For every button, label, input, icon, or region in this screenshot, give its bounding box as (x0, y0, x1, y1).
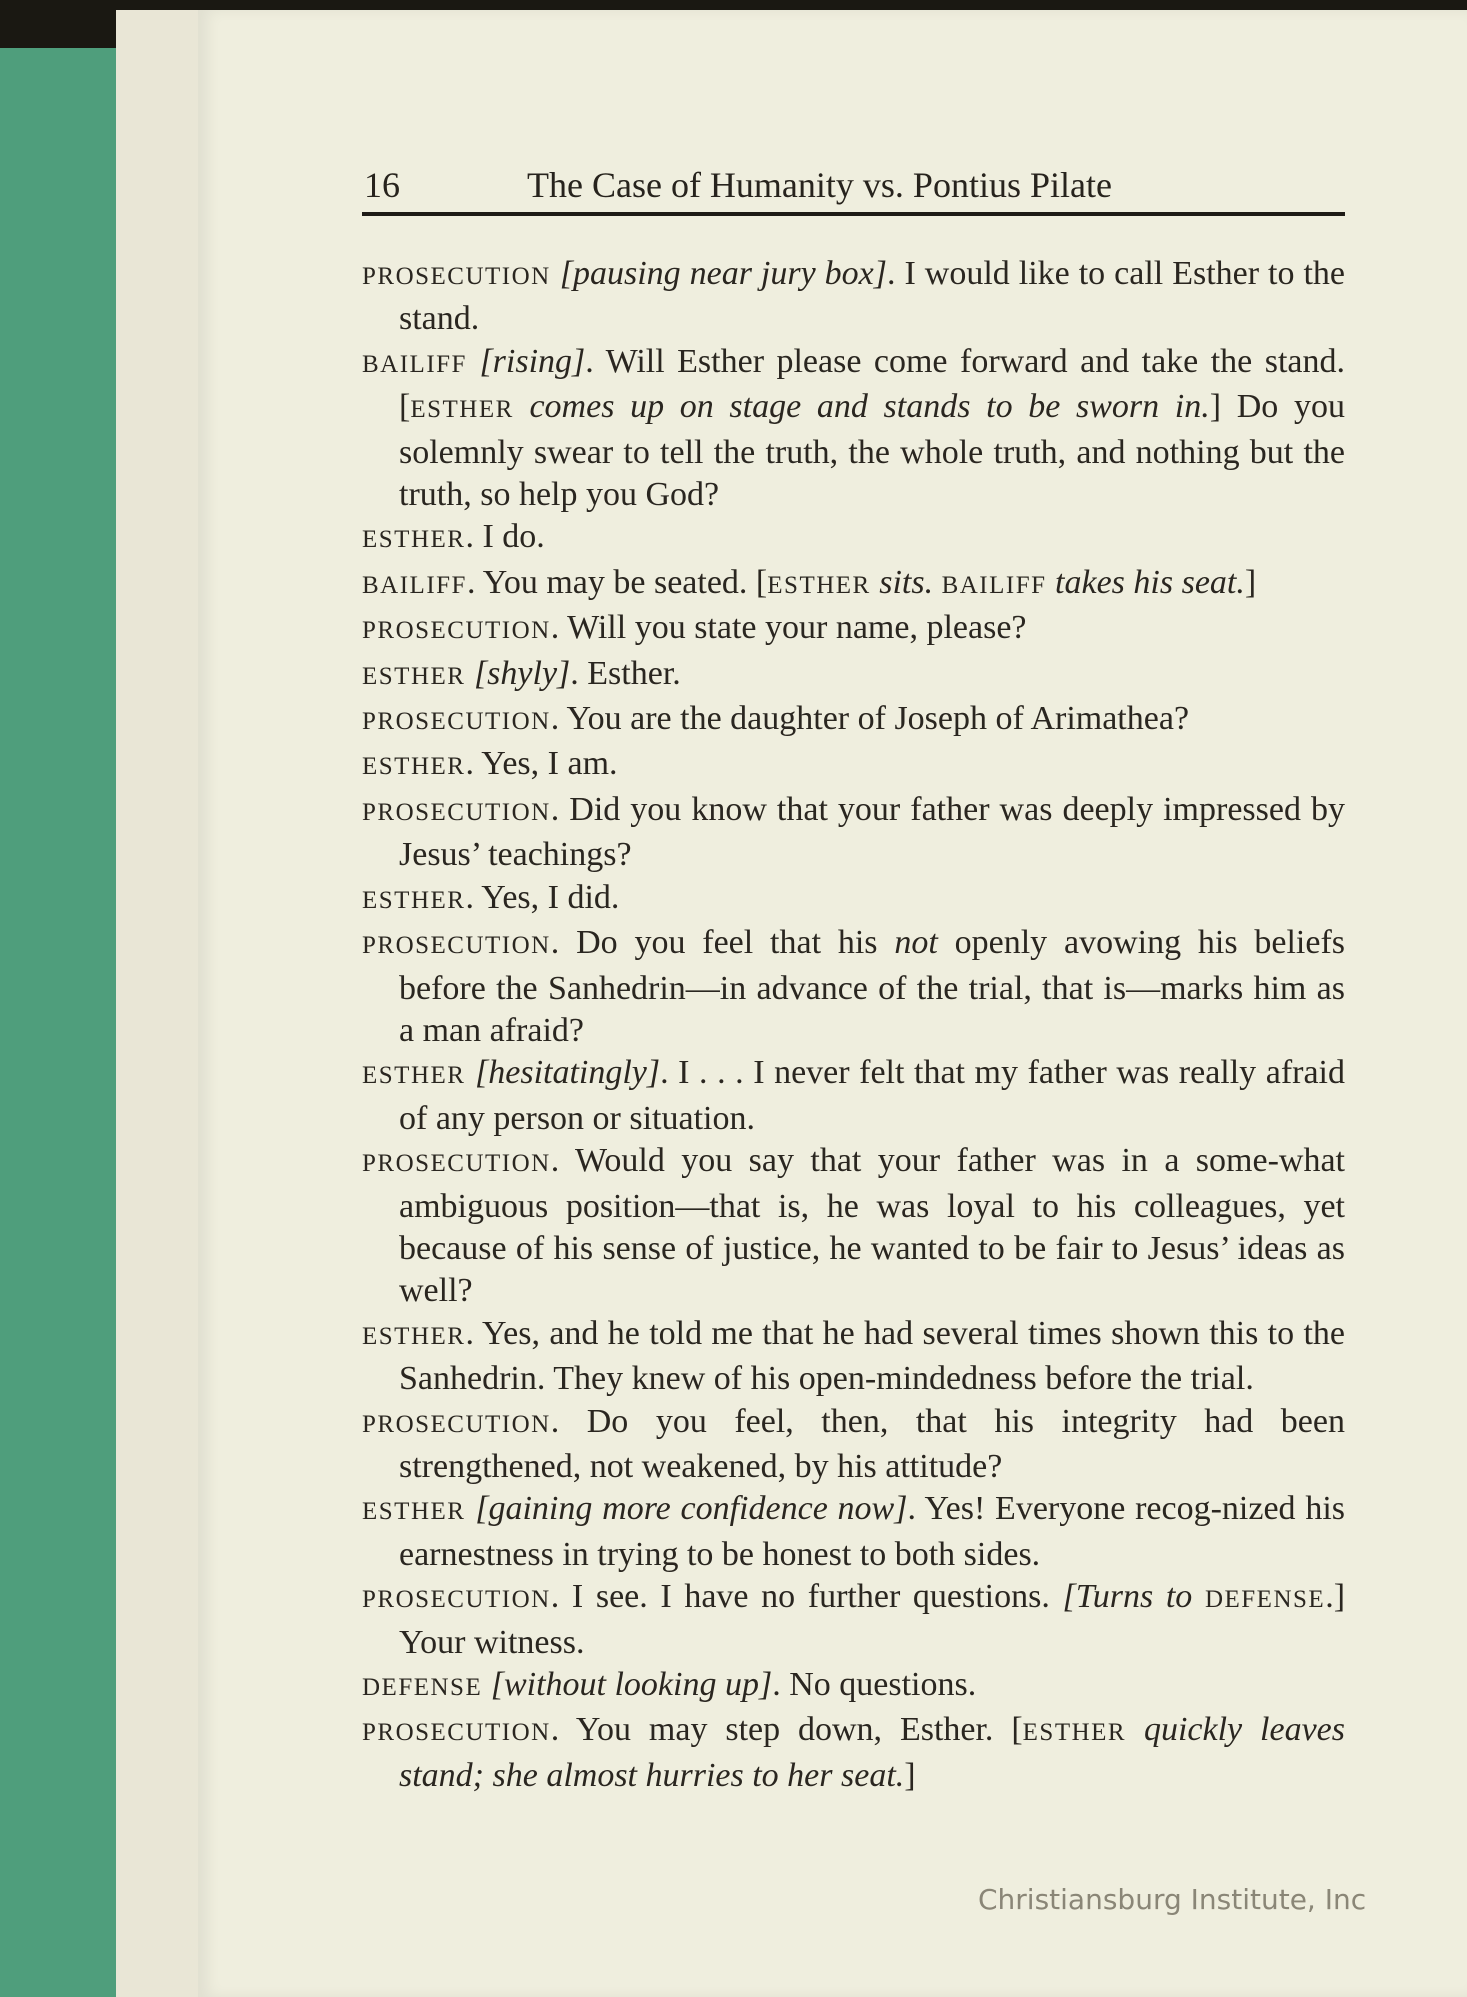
stage-direction: [gaining more confidence now] (475, 1490, 908, 1528)
emphasis-text: not (894, 924, 938, 962)
speaker-name: PROSECUTION (362, 932, 551, 960)
dialogue-entry (362, 1488, 1345, 1576)
dialogue-text: . You are the daughter of Joseph of Arimathea? (550, 700, 1190, 738)
dialogue-text: . Will Esther please come forward and take the stand. [ (399, 342, 1345, 426)
dialogue-text: openly avowing his beliefs before the Sanhedrin—in advance of the trial, that is—marks him as a man afraid? (399, 924, 1346, 1049)
dialogue-entry (362, 1313, 1345, 1401)
speaker-name: ESTHER (362, 526, 466, 554)
dialogue-text: . Yes, I am. (465, 745, 618, 783)
stage-direction: quickly leaves stand; she almost hurries to her seat. (399, 1711, 1345, 1794)
dialogue-text: . I . . . I never felt that my father was really afraid of any person or situation. (399, 1054, 1346, 1137)
dialogue-text: . Yes, and he told me that he had several times shown this to the Sanhedrin. They knew of his open-mindedness before the trial. (399, 1314, 1345, 1398)
dialogue-entry (362, 922, 1345, 1052)
dialogue-text: . No questions. (772, 1666, 977, 1703)
stage-direction: [without looking up] (490, 1666, 773, 1703)
speaker-name: ESTHER (362, 886, 466, 914)
speaker-name: BAILIFF (362, 350, 467, 378)
dialogue-text: . Will you state your name, please? (550, 609, 1027, 647)
stage-direction: sits. (879, 563, 934, 601)
dialogue-entry (362, 698, 1345, 743)
character-name: BAILIFF (941, 571, 1047, 599)
dialogue-text: . Yes, I did. (465, 878, 620, 916)
stage-direction: [rising] (479, 342, 586, 380)
dialogue-entry (362, 743, 1345, 788)
speaker-name: PROSECUTION (362, 617, 551, 645)
dialogue-entry (362, 562, 1345, 607)
page-number: 16 (364, 165, 400, 205)
speaker-name: ESTHER (362, 1062, 466, 1090)
dialogue-text: ] Do you solemnly swear to tell the truth, the whole truth, and nothing but the truth, so help you God? (399, 388, 1345, 514)
dialogue-text: ] (1244, 563, 1257, 601)
dialogue-text: . Esther. (570, 654, 681, 692)
speaker-name: DEFENSE (362, 1674, 483, 1701)
speaker-name: ESTHER (362, 1498, 466, 1526)
stage-direction: [pausing near jury box] (559, 255, 887, 292)
speaker-name: ESTHER (362, 662, 466, 690)
character-name: ESTHER (1022, 1719, 1127, 1747)
speaker-name: PROSECUTION (362, 1150, 551, 1178)
speaker-name: BAILIFF (362, 571, 467, 599)
character-name: DEFENSE (1204, 1586, 1326, 1614)
dialogue-text: . Do you feel that his (550, 924, 878, 962)
character-name: ESTHER (410, 396, 514, 424)
dialogue-text: . I do. (465, 518, 545, 556)
dialogue-text: . Did you know that your father was deeply impressed by Jesus’ teachings? (399, 790, 1345, 874)
page-edge (144, 10, 159, 1997)
dialogue-text: . Would you say that your father was in a some-what ambiguous position—that is, he was loyal to his colleagues, yet because of his sense of justice, he wanted to be fair to Jesus’ ideas as well? (399, 1142, 1345, 1310)
speaker-name: PROSECUTION (362, 1410, 551, 1438)
speaker-name: PROSECUTION (362, 263, 551, 290)
dialogue-entry (362, 653, 1345, 698)
stage-direction: [shyly] (473, 654, 571, 692)
dialogue-text: . Do you feel, then, that his integrity had been strengthened, not weakened, by his attitude? (399, 1402, 1345, 1485)
page-edge (116, 10, 131, 1997)
dialogue-entry (362, 516, 1345, 561)
speaker-name: PROSECUTION (362, 798, 551, 826)
script-body (362, 253, 1345, 1797)
dialogue-entry (362, 1140, 1345, 1313)
dialogue-text: . I would like to call Esther to the stand. (399, 255, 1346, 338)
dialogue-entry (362, 789, 1345, 877)
speaker-name: PROSECUTION (362, 1719, 551, 1747)
speaker-name: ESTHER (362, 753, 466, 781)
page-edge (158, 10, 173, 1997)
dialogue-entry (362, 1709, 1345, 1797)
speaker-name: PROSECUTION (362, 1586, 551, 1614)
dialogue-text: . You may be seated. [ (466, 563, 768, 601)
dialogue-entry (362, 253, 1345, 341)
running-title: The Case of Humanity vs. Pontius Pilate (527, 165, 1112, 205)
stage-direction: [Turns to (1062, 1578, 1193, 1616)
speaker-name: PROSECUTION (362, 708, 551, 736)
watermark-text: Christiansburg Institute, Inc (978, 1883, 1367, 1916)
dialogue-entry (362, 1664, 1345, 1709)
dialogue-entry (362, 1052, 1345, 1140)
dialogue-text: . I see. I have no further questions. (550, 1578, 1050, 1616)
dialogue-entry (362, 1576, 1345, 1664)
dialogue-text: . Yes! Everyone recog-nized his earnestness in trying to be honest to both sides. (399, 1490, 1346, 1573)
dialogue-entry (362, 877, 1345, 922)
dialogue-entry (362, 341, 1345, 517)
page-edge (172, 10, 187, 1997)
dialogue-entry (362, 607, 1345, 652)
dialogue-entry (362, 1401, 1345, 1489)
page-header (362, 162, 1345, 216)
stage-direction: [hesitatingly] (475, 1054, 661, 1092)
speaker-name: ESTHER (362, 1322, 466, 1350)
stage-direction: takes his seat. (1055, 563, 1245, 601)
stage-direction: comes up on stage and stands to be sworn in. (529, 388, 1210, 426)
character-name: ESTHER (767, 571, 871, 599)
page-edge (130, 10, 145, 1997)
dialogue-text: . You may step down, Esther. [ (550, 1711, 1023, 1749)
dialogue-text: ] (904, 1756, 916, 1794)
dialogue-text: .] Your witness. (399, 1578, 1346, 1661)
